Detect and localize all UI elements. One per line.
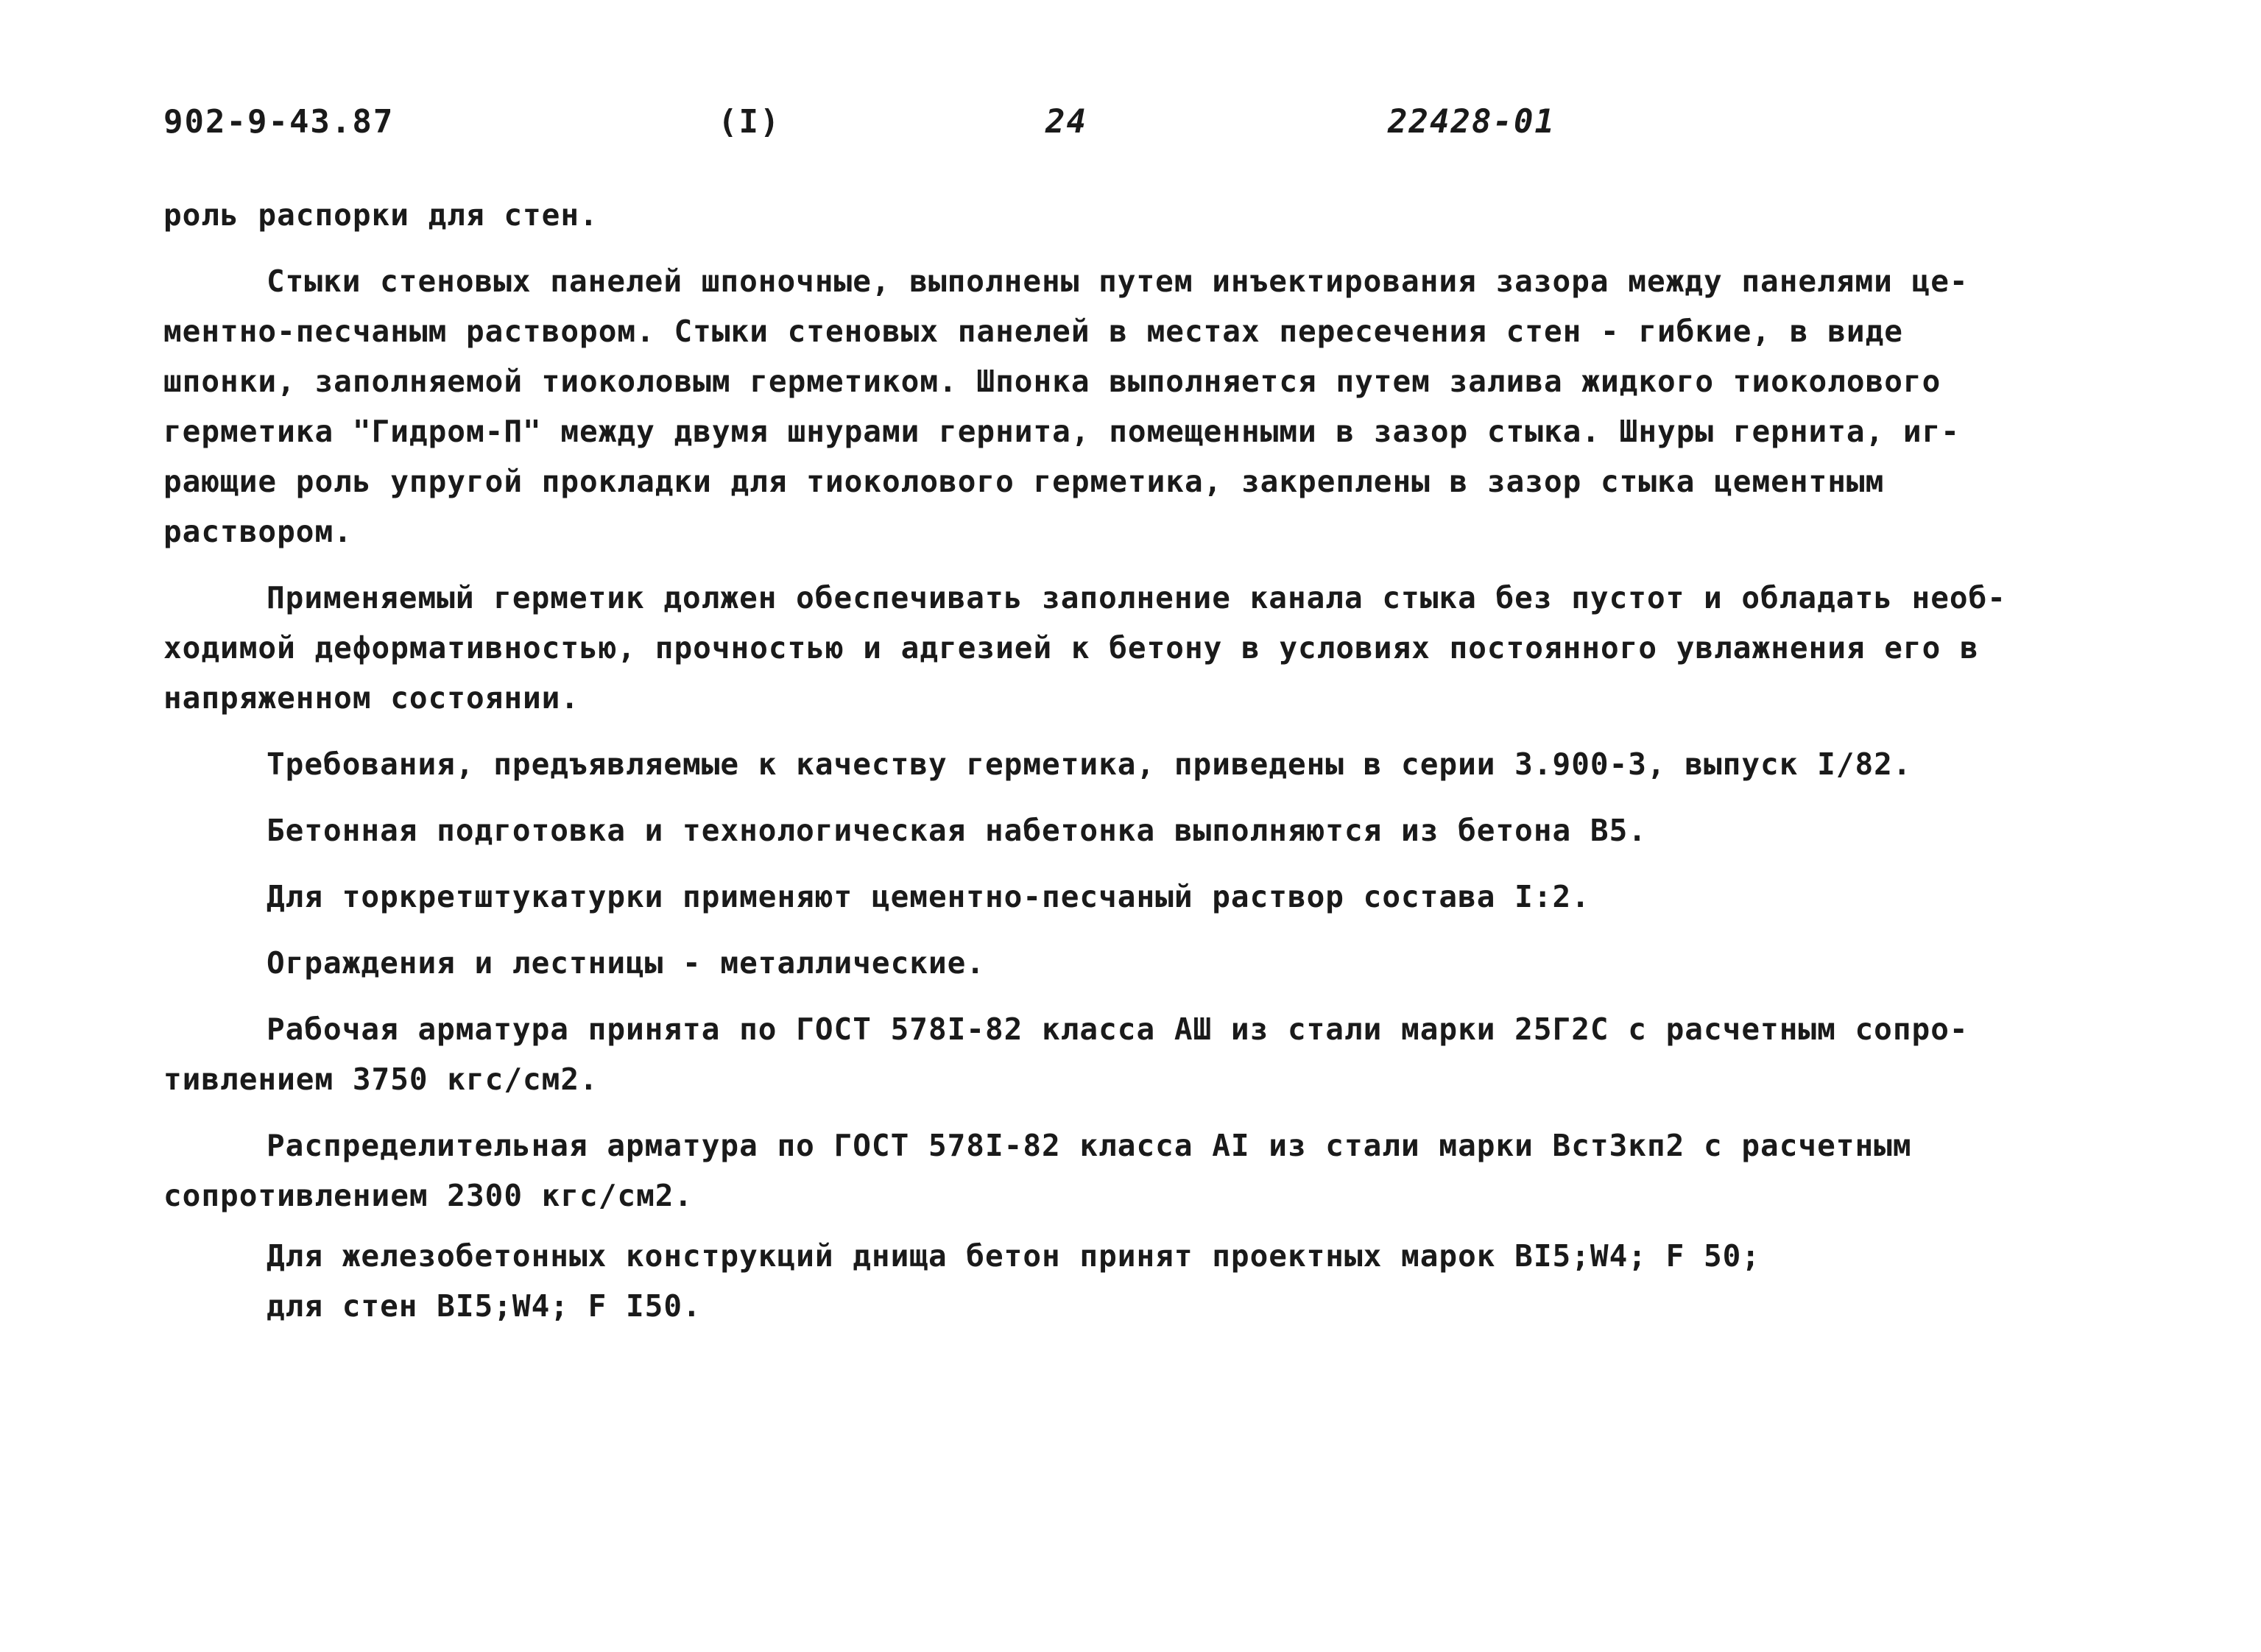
document-body [163,190,2144,1331]
project-code: 902-9-43.87 [163,103,395,141]
text-line: раствором. [163,514,353,549]
document-number: 22428-01 [1388,103,1556,141]
text-line: для стен ВI5;W4; F I50. [267,1288,702,1324]
text-line: шпонки, заполняемой тиоколовым герметиком. Шпонка выполняется путем залива жидкого тиоколового [163,364,1941,399]
text-line: Рабочая арматура принята по ГОСТ 578I-82 класса АШ из стали марки 25Г2С с расчетным сопро- [267,1012,1969,1047]
text-line: ходимой деформативностью, прочностью и адгезией к бетону в условиях постоянного увлажнения его в [163,630,1979,666]
text-line: роль распорки для стен. [163,197,599,233]
text-line: Ограждения и лестницы - металлические. [267,945,985,981]
text-line: ментно-песчаным раствором. Стыки стеновых панелей в местах пересечения стен - гибкие, в виде [163,314,1903,349]
text-line: Применяемый герметик должен обеспечивать заполнение канала стыка без пустот и обладать необ- [267,580,2006,615]
page-number: 24 [1045,103,1087,141]
text-line: Бетонная подготовка и технологическая набетонка выполняются из бетона В5. [267,813,1647,848]
text-line: рающие роль упругой прокладки для тиоколового герметика, закреплены в зазор стыка цементным [163,464,1885,499]
text-line: Для железобетонных конструкций днища бетон принят проектных марок ВI5;W4; F 50; [267,1238,1761,1274]
text-line: Для торкретштукатурки применяют цементно-песчаный раствор состава I:2. [267,879,1590,914]
text-line: тивлением 3750 кгс/см2. [163,1062,599,1097]
part-number: (I) [718,103,781,141]
text-line: Требования, предъявляемые к качеству герметика, приведены в серии 3.900-3, выпуск I/82. [267,746,1912,782]
text-line: герметика "Гидром-П" между двумя шнурами гернита, помещенными в зазор стыка. Шнуры гернита, иг- [163,414,1960,449]
text-line: Распределительная арматура по ГОСТ 578I-82 класса АI из стали марки ВстЗкп2 с расчетным [267,1128,1912,1163]
text-line: сопротивлением 2300 кгс/см2. [163,1178,694,1213]
text-line: Стыки стеновых панелей шпоночные, выполнены путем инъектирования зазора между панелями це- [267,264,1969,299]
text-line: напряженном состоянии. [163,680,580,716]
